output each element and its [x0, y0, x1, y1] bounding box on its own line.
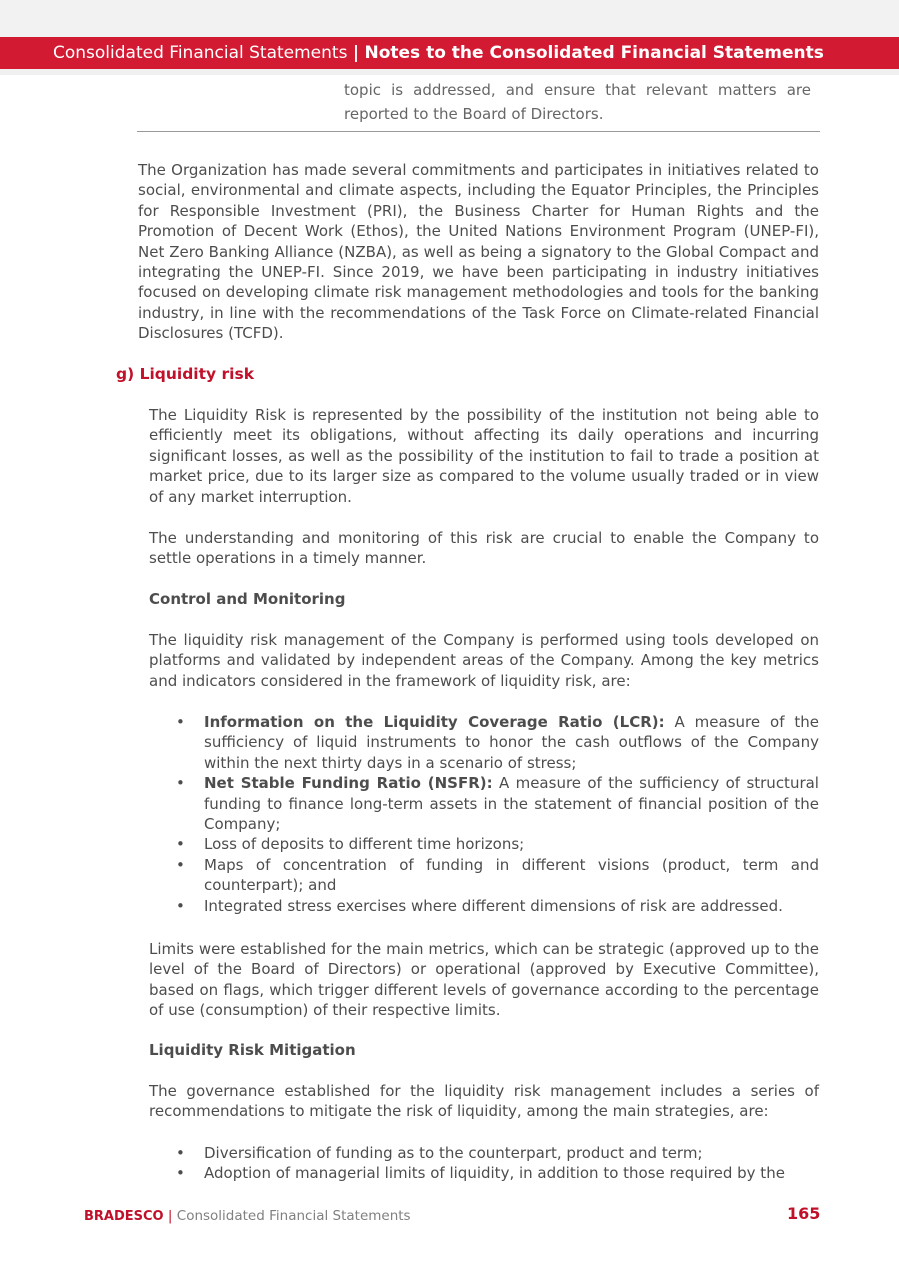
header-doc-title: Consolidated Financial Statements — [53, 43, 348, 63]
liquidity-risk-heading: g) Liquidity risk — [116, 365, 255, 383]
continued-table-cell-text: topic is addressed, and ensure that relevant matters are reported to the Board of Directors. — [344, 81, 811, 123]
list-item — [149, 712, 819, 773]
header-shadow — [0, 69, 899, 75]
page-top-band — [0, 0, 899, 37]
header-separator: | — [352, 43, 360, 63]
list-item-text: Maps of concentration of funding in different visions (product, term and counterpart); and — [204, 855, 819, 895]
list-item-text: Diversification of funding as to the counterpart, product and term; — [204, 1144, 703, 1162]
bullet-icon: • — [176, 1164, 185, 1183]
table-bottom-divider — [137, 131, 820, 132]
liquidity-definition-paragraph: The Liquidity Risk is represented by the possibility of the institution not being able to efficiently meet its obligations, without affecting its daily operations and incurring significant losses, as well as the possibility of the institution to fail to trade a position at market price, due to its larger size as compared to the volume usually traded or in view of any market interruption. — [149, 406, 819, 506]
control-monitoring-heading: Control and Monitoring — [149, 590, 346, 608]
bullet-icon: • — [176, 1144, 185, 1162]
header-section-title: Notes to the Consolidated Financial Statements — [364, 43, 824, 63]
list-item — [149, 855, 819, 896]
footer-separator: | — [167, 1208, 173, 1224]
control-monitoring-paragraph: The liquidity risk management of the Company is performed using tools developed on platforms and validated by independent areas of the Company. Among the key metrics and indicators considered in the framework of liquidity risk, are: — [149, 631, 819, 690]
list-item-bold-term: Net Stable Funding Ratio (NSFR): — [204, 774, 493, 793]
list-item-text: A measure of the sufficiency of structural funding to finance long-term assets in the statement of financial position of the Company; — [204, 774, 819, 834]
page-number: 165 — [787, 1204, 821, 1223]
commitments-paragraph: The Organization has made several commitments and participates in initiatives related to social, environmental and climate aspects, including the Equator Principles, the Principles for Responsible Investment (PRI), the Business Charter for Human Rights and the Promotion of Decent Work (Ethos), the United Nations Environment Program (UNEP-FI), Net Zero Banking Alliance (NZBA), as well as being a signatory to the Global Compact and integrating the UNEP-FI. Since 2019, we have been participating in industry initiatives focused on developing climate risk management methodologies and tools for the banking industry, in line with the recommendations of the Task Force on Climate-related Financial Disclosures (TCFD). — [138, 161, 819, 343]
list-item-text: Loss of deposits to different time horizons; — [204, 835, 525, 854]
footer-doc-title: Consolidated Financial Statements — [176, 1208, 411, 1224]
page-footer — [84, 1206, 411, 1227]
liquidity-metrics-list — [149, 712, 819, 916]
list-item — [149, 1143, 819, 1163]
liquidity-understanding-paragraph: The understanding and monitoring of this risk are crucial to enable the Company to settle operations in a timely manner. — [149, 529, 819, 568]
list-item — [149, 834, 819, 854]
bullet-icon: • — [176, 713, 185, 731]
list-item-text: A measure of the sufficiency of liquid instruments to honor the cash outflows of the Company within the next thirty days in a scenario of stress; — [204, 713, 819, 772]
bullet-icon: • — [176, 855, 185, 874]
bullet-icon: • — [176, 835, 185, 854]
header-title — [53, 37, 824, 69]
list-item-text: Adoption of managerial limits of liquidity, in addition to those required by the — [204, 1164, 785, 1183]
footer-brand: BRADESCO — [84, 1209, 164, 1224]
governance-paragraph: The governance established for the liquidity risk management includes a series of recommendations to mitigate the risk of liquidity, among the main strategies, are: — [149, 1082, 819, 1121]
bullet-icon: • — [176, 896, 185, 915]
liquidity-mitigation-heading: Liquidity Risk Mitigation — [149, 1041, 356, 1059]
list-item-bold-term: Information on the Liquidity Coverage Ratio (LCR): — [204, 713, 665, 731]
list-item — [149, 1163, 819, 1183]
limits-paragraph: Limits were established for the main metrics, which can be strategic (approved up to the level of the Board of Directors) or operational (approved by Executive Committee), based on flags, which trigger different levels of governance according to the percentage of use (consumption) of their respective limits. — [149, 940, 819, 1020]
mitigation-strategies-list — [149, 1143, 819, 1184]
list-item-text: Integrated stress exercises where different dimensions of risk are addressed. — [204, 896, 783, 915]
list-item — [149, 773, 819, 834]
header-bar — [0, 37, 899, 69]
bullet-icon: • — [176, 774, 185, 793]
list-item — [149, 896, 819, 916]
